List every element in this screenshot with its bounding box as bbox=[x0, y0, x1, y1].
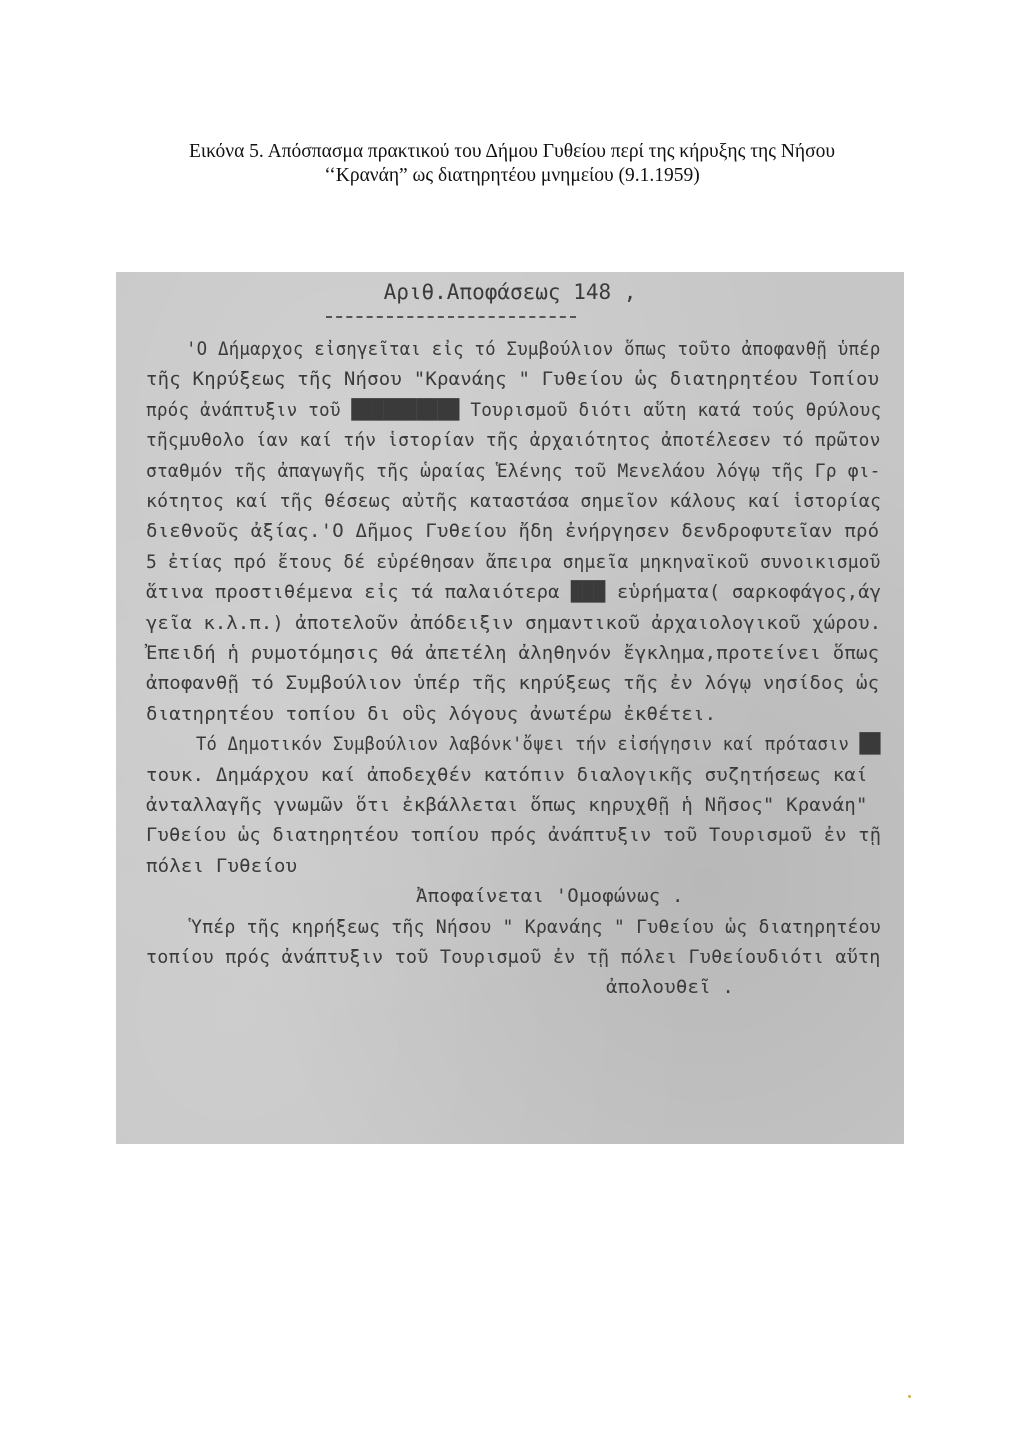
scan-speck bbox=[908, 1395, 911, 1398]
document-line: ἀνταλλαγῆς γνωμῶν ὅτι ἐκβάλλεται ὅπως κηρυχθῇ ἡ Νῆσος" Κρανάη" bbox=[146, 794, 868, 816]
document-line: ἀποφανθῇ τό Συμβούλιον ὑπέρ τῆς κηρύξεως τῆς ἐν λόγῳ νησίδος ὡς bbox=[146, 672, 880, 695]
document-line: Ἐπειδή ἡ ρυμοτόμησις θά ἀπετέλη ἀληθηνόν ἔγκλημα,προτείνει ὅπως bbox=[146, 642, 880, 664]
document-line: Γυθείου ὡς διατηρητέου τοπίου πρός ἀνάπτυξιν τοῦ Τουρισμοῦ ἐν τῇ bbox=[146, 824, 882, 847]
document-line: σταθμόν τῆς ἀπαγωγῆς τῆς ὡραίας Ἑλένης τοῦ Μενελάου λόγῳ τῆς Γρ φι- bbox=[146, 459, 881, 482]
scanned-document bbox=[116, 272, 904, 1144]
document-line: διεθνοῦς ἀξίας.'Ο Δῆμος Γυθείου ἤδη ἐνήργησεν δενδροφυτεῖαν πρό bbox=[146, 520, 880, 543]
document-line: πόλει Γυθείου bbox=[146, 854, 298, 877]
document-line: Ἀποφαίνεται 'Ομοφώνως . bbox=[416, 885, 684, 908]
document-line: γεῖα κ.λ.π.) ἀποτελοῦν ἀπόδειξιν σημαντικοῦ ἀρχαιολογικοῦ χώρου. bbox=[146, 611, 882, 634]
document-line: 'Ο Δήμαρχος εἰσηγεῖται εἰς τό Συμβούλιον ὅπως τοῦτο ἀποφανθῇ ὑπέρ bbox=[186, 338, 881, 360]
document-line: τῆςμυθολο ίαν καί τήν ἱστορίαν τῆς ἀρχαιότητος ἀποτέλεσεν τό πρῶτον bbox=[146, 429, 881, 452]
document-line: 5 ἐτίας πρό ἔτους δέ εὑρέθησαν ἄπειρα σημεῖα μηκηναϊκοῦ συνοικισμοῦ bbox=[146, 550, 881, 573]
document-line: τῆς Κηρύξεως τῆς Νήσου "Κρανάης " Γυθείου ὡς διατηρητέου Τοπίου bbox=[146, 368, 880, 391]
document-line: διατηρητέου τοπίου δι οὓς λόγους ἀνωτέρω ἐκθέτει. bbox=[146, 702, 717, 725]
document-line: ἀπολουθεῖ . bbox=[606, 976, 735, 999]
document-line: Τό Δημοτικόν Συμβούλιον λαβόνκ'ὄψει τήν εἰσήγησιν καί πρότασιν ██ bbox=[196, 733, 881, 756]
caption-line-2: ‘‘Κρανάη” ως διατηρητέου μνημείου (9.1.1959) bbox=[324, 165, 700, 186]
document-line: κότητος καί τῆς θέσεως αὐτῆς καταστάσα σημεῖον κάλους καί ἱστορίας bbox=[146, 490, 882, 512]
decision-number-heading: Αριθ.Αποφάσεως 148 , bbox=[383, 280, 637, 304]
document-line: πρός ἀνάπτυξιν τοῦ ██████████ Τουρισμοῦ διότι αὕτη κατά τούς θρύλους bbox=[146, 398, 882, 421]
caption-line-1: Εικόνα 5. Απόσπασμα πρακτικού του Δήμου Γυθείου περί της κήρυξης της Νήσου bbox=[188, 141, 836, 162]
document-line: Ὑπέρ τῆς κηρήξεως τῆς Νήσου " Κρανάης " Γυθείου ὡς διατηρητέου bbox=[191, 915, 881, 938]
document-line: τουκ. Δημάρχου καί ἀποδεχθέν κατόπιν διαλογικῆς συζητήσεως καί bbox=[146, 763, 868, 786]
figure-caption bbox=[100, 140, 924, 188]
document-line: ἅτινα προστιθέμενα εἰς τά παλαιότερα ███ εὑρήματα( σαρκοφάγος,άγ bbox=[146, 581, 882, 604]
document-line: τοπίου πρός ἀνάπτυξιν τοῦ Τουρισμοῦ ἐν τῇ πόλει Γυθείουδιότι αὕτη bbox=[146, 946, 881, 968]
heading-underline bbox=[326, 316, 576, 318]
